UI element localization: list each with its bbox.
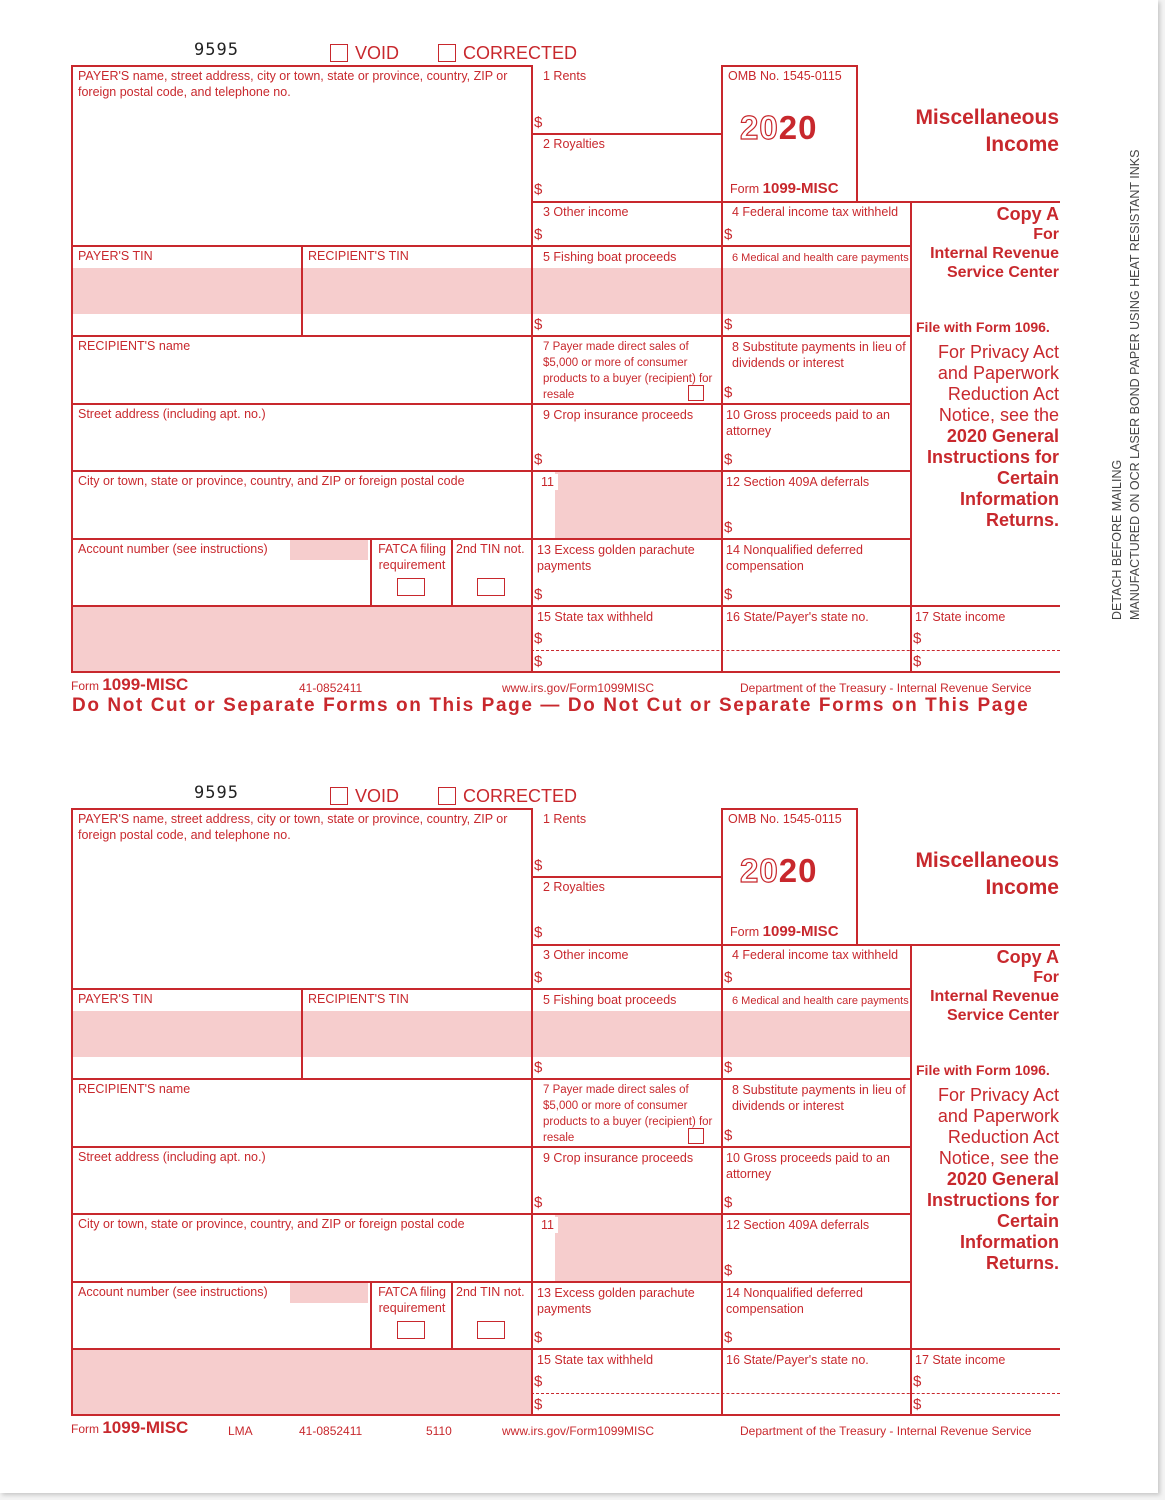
form-id: Form 1099-MISC	[730, 923, 839, 940]
rule-rents	[531, 133, 721, 135]
rule-street	[71, 403, 910, 405]
corrected-label: CORRECTED	[463, 786, 578, 806]
box17-dollar-1: $	[913, 1373, 922, 1390]
col-divider-2	[721, 808, 723, 1415]
footer-cat-number: 41-0852411	[299, 681, 363, 695]
box8-label: 8 Substitute payments in lieu of dividends or interest	[732, 340, 906, 370]
form-title: Miscellaneous Income	[915, 106, 1059, 156]
fatca-label: FATCA filing requirement	[378, 542, 446, 572]
rule-rents	[531, 876, 721, 878]
box10-dollar: $	[724, 451, 733, 468]
footer-form-id: Form 1099-MISC	[71, 675, 189, 694]
side-text-line1: DETACH BEFORE MAILING	[1110, 459, 1124, 620]
box11-fill	[555, 472, 721, 538]
box2-label: 2 Royalties	[543, 137, 605, 151]
box7-label: 7 Payer made direct sales of $5,000 or more of consumer products to a buyer (recipient) for resale	[543, 1084, 713, 1144]
box8-dollar: $	[724, 384, 733, 401]
fatca-divider	[370, 538, 372, 605]
corrected-label: CORRECTED	[463, 43, 578, 63]
box15-label: 15 State tax withheld	[537, 610, 654, 624]
box3-label: 3 Other income	[543, 948, 629, 962]
box6-label: 6 Medical and health care payments	[732, 995, 909, 1007]
fatca-label: FATCA filing requirement	[378, 1285, 446, 1315]
street-label: Street address (including apt. no.)	[78, 407, 266, 421]
recipient-name-label: RECIPIENT'S name	[78, 1082, 191, 1096]
omb-right-border	[856, 65, 858, 201]
box17-dollar-2: $	[913, 1396, 922, 1413]
col-divider-1	[531, 65, 533, 672]
form-1099-misc	[0, 0, 1165, 700]
payer-name-label: PAYER'S name, street address, city or town, state or province, country, ZIP or foreign postal code, and telephone no.	[78, 69, 508, 99]
side-margin-text	[1108, 0, 1148, 620]
omb-right-border	[856, 808, 858, 944]
file-with-note: File with Form 1096.	[916, 319, 1050, 335]
rule-city	[71, 470, 910, 472]
tin2-label: 2nd TIN not.	[456, 542, 525, 556]
account-fill	[290, 1283, 368, 1303]
recipient-tin-label: RECIPIENT'S TIN	[308, 249, 409, 263]
form-code: 9595	[194, 783, 239, 803]
box15-dollar-2: $	[534, 1396, 543, 1413]
box14-label: 14 Nonqualified deferred compensation	[726, 1286, 863, 1316]
top-border-b	[721, 808, 857, 810]
box10-label: 10 Gross proceeds paid to an attorney	[726, 408, 890, 438]
box11-fill	[555, 1215, 721, 1281]
box15-dollar-1: $	[534, 630, 543, 647]
tin-divider	[301, 245, 303, 335]
rule-recipient	[71, 335, 910, 337]
street-label: Street address (including apt. no.)	[78, 1150, 266, 1164]
privacy-notice: For Privacy Act and Paperwork Reduction Act Notice, see the 2020 General Instructions for Certain Information Returns.	[926, 1085, 1059, 1273]
form-id: Form 1099-MISC	[730, 180, 839, 197]
tin2-checkbox[interactable]	[477, 578, 505, 596]
box11-label: 11	[537, 1217, 558, 1233]
box1-label: 1 Rents	[543, 69, 587, 83]
box6-label: 6 Medical and health care payments	[732, 252, 909, 264]
box15-dollar-2: $	[534, 653, 543, 670]
tin-fill-band	[73, 1011, 910, 1057]
footer-url[interactable]: www.irs.gov/Form1099MISC	[502, 1424, 655, 1438]
footer-department: Department of the Treasury - Internal Revenue Service	[740, 681, 1032, 695]
box15-label: 15 State tax withheld	[537, 1353, 654, 1367]
tin2-divider	[451, 1281, 453, 1348]
footer-lma: LMA	[228, 1424, 253, 1438]
box10-dollar: $	[724, 1194, 733, 1211]
box1-label: 1 Rents	[543, 812, 587, 826]
omb-number: OMB No. 1545-0115	[728, 69, 842, 83]
footer-form-number: 5110	[426, 1424, 452, 1438]
box7-checkbox[interactable]	[688, 385, 704, 401]
box12-dollar: $	[724, 1262, 733, 1279]
box17-dollar-1: $	[913, 630, 922, 647]
top-border-b	[721, 65, 857, 67]
copy-a-block: Copy A For Internal Revenue Service Center	[930, 204, 1059, 281]
box9-dollar: $	[534, 1194, 543, 1211]
tin2-label: 2nd TIN not.	[456, 1285, 525, 1299]
void-label: VOID	[355, 43, 400, 63]
box3-dollar: $	[534, 226, 543, 243]
tin-fill-band	[73, 268, 910, 314]
rule-state	[71, 605, 1060, 607]
box1-dollar: $	[534, 857, 543, 874]
box9-label: 9 Crop insurance proceeds	[543, 408, 694, 422]
state-dash	[531, 1393, 1060, 1394]
void-label: VOID	[355, 786, 400, 806]
box3-label: 3 Other income	[543, 205, 629, 219]
box14-dollar: $	[724, 1329, 733, 1346]
box2-label: 2 Royalties	[543, 880, 605, 894]
void-checkbox[interactable]	[330, 787, 348, 805]
box15-dollar-1: $	[534, 1373, 543, 1390]
footer-cat-number: 41-0852411	[299, 1424, 363, 1438]
tin2-divider	[451, 538, 453, 605]
box4-label: 4 Federal income tax withheld	[732, 205, 899, 219]
box7-checkbox[interactable]	[688, 1128, 704, 1144]
footer-department: Department of the Treasury - Internal Revenue Service	[740, 1424, 1032, 1438]
tax-year: 2020	[740, 852, 818, 889]
file-with-note: File with Form 1096.	[916, 1062, 1050, 1078]
box13-label: 13 Excess golden parachute payments	[537, 543, 695, 573]
account-label: Account number (see instructions)	[78, 1285, 268, 1299]
payer-tin-label: PAYER'S TIN	[78, 249, 153, 263]
rule-tin	[71, 245, 910, 247]
box13-dollar: $	[534, 1329, 543, 1346]
form-code: 9595	[194, 40, 239, 60]
bottom-left-fill	[73, 607, 531, 671]
box6-dollar: $	[724, 1059, 733, 1076]
top-border-a	[71, 808, 532, 810]
box5-dollar: $	[534, 316, 543, 333]
rule-state	[71, 1348, 1060, 1350]
corrected-checkbox[interactable]	[438, 44, 456, 62]
rule-account	[71, 1281, 910, 1283]
box11-label: 11	[537, 474, 558, 490]
col-divider-1	[531, 808, 533, 1415]
box8-label: 8 Substitute payments in lieu of dividends or interest	[732, 1083, 906, 1113]
city-label: City or town, state or province, country, and ZIP or foreign postal code	[78, 474, 465, 488]
box13-label: 13 Excess golden parachute payments	[537, 1286, 695, 1316]
rule-recipient	[71, 1078, 910, 1080]
box9-dollar: $	[534, 451, 543, 468]
box16-label: 16 State/Payer's state no.	[726, 610, 869, 624]
rule-city	[71, 1213, 910, 1215]
rule-account	[71, 538, 910, 540]
fatca-checkbox[interactable]	[397, 578, 425, 596]
box17-label: 17 State income	[915, 1353, 1006, 1367]
account-fill	[290, 540, 368, 560]
recipient-name-label: RECIPIENT'S name	[78, 339, 191, 353]
box16-label: 16 State/Payer's state no.	[726, 1353, 869, 1367]
state-dash	[531, 650, 1060, 651]
city-label: City or town, state or province, country, and ZIP or foreign postal code	[78, 1217, 465, 1231]
box5-label: 5 Fishing boat proceeds	[543, 250, 677, 264]
account-label: Account number (see instructions)	[78, 542, 268, 556]
bottom-left-fill	[73, 1350, 531, 1414]
bottom-border	[71, 1414, 1060, 1416]
copy-a-block: Copy A For Internal Revenue Service Center	[930, 947, 1059, 1024]
tax-year: 2020	[740, 109, 818, 146]
left-border	[71, 808, 73, 1415]
tin2-checkbox[interactable]	[477, 1321, 505, 1339]
form-title: Miscellaneous Income	[915, 849, 1059, 899]
box17-label: 17 State income	[915, 610, 1006, 624]
col-divider-2	[721, 65, 723, 672]
left-border	[71, 65, 73, 672]
box2-dollar: $	[534, 924, 543, 941]
box4-dollar: $	[724, 226, 733, 243]
box12-dollar: $	[724, 519, 733, 536]
box2-dollar: $	[534, 181, 543, 198]
do-not-cut-warning: Do Not Cut or Separate Forms on This Page — Do Not Cut or Separate Forms on This Page	[72, 695, 1030, 716]
box5-dollar: $	[534, 1059, 543, 1076]
side-text-line2: MANUFACTURED ON OCR LASER BOND PAPER USING HEAT RESISTANT INKS	[1128, 149, 1142, 620]
recipient-tin-label: RECIPIENT'S TIN	[308, 992, 409, 1006]
box10-label: 10 Gross proceeds paid to an attorney	[726, 1151, 890, 1181]
privacy-notice: For Privacy Act and Paperwork Reduction Act Notice, see the 2020 General Instructions for Certain Information Returns.	[926, 342, 1059, 530]
box4-dollar: $	[724, 969, 733, 986]
omb-number: OMB No. 1545-0115	[728, 812, 842, 826]
box6-dollar: $	[724, 316, 733, 333]
form-1099-misc	[0, 743, 1165, 1443]
top-border-a	[71, 65, 532, 67]
box9-label: 9 Crop insurance proceeds	[543, 1151, 694, 1165]
box1-dollar: $	[534, 114, 543, 131]
box12-label: 12 Section 409A deferrals	[726, 475, 870, 489]
box7-label: 7 Payer made direct sales of $5,000 or more of consumer products to a buyer (recipient) for resale	[543, 341, 713, 401]
void-checkbox[interactable]	[330, 44, 348, 62]
box14-dollar: $	[724, 586, 733, 603]
box5-label: 5 Fishing boat proceeds	[543, 993, 677, 1007]
box17-dollar-2: $	[913, 653, 922, 670]
tin-divider	[301, 988, 303, 1078]
box14-label: 14 Nonqualified deferred compensation	[726, 543, 863, 573]
rule-tin	[71, 988, 910, 990]
box8-dollar: $	[724, 1127, 733, 1144]
rule-street	[71, 1146, 910, 1148]
box12-label: 12 Section 409A deferrals	[726, 1218, 870, 1232]
fatca-divider	[370, 1281, 372, 1348]
footer-form-id: Form 1099-MISC	[71, 1418, 189, 1437]
payer-tin-label: PAYER'S TIN	[78, 992, 153, 1006]
bottom-border	[71, 671, 1060, 673]
box13-dollar: $	[534, 586, 543, 603]
payer-name-label: PAYER'S name, street address, city or town, state or province, country, ZIP or foreign postal code, and telephone no.	[78, 812, 508, 842]
footer-url[interactable]: www.irs.gov/Form1099MISC	[502, 681, 655, 695]
box3-dollar: $	[534, 969, 543, 986]
corrected-checkbox[interactable]	[438, 787, 456, 805]
box4-label: 4 Federal income tax withheld	[732, 948, 899, 962]
fatca-checkbox[interactable]	[397, 1321, 425, 1339]
